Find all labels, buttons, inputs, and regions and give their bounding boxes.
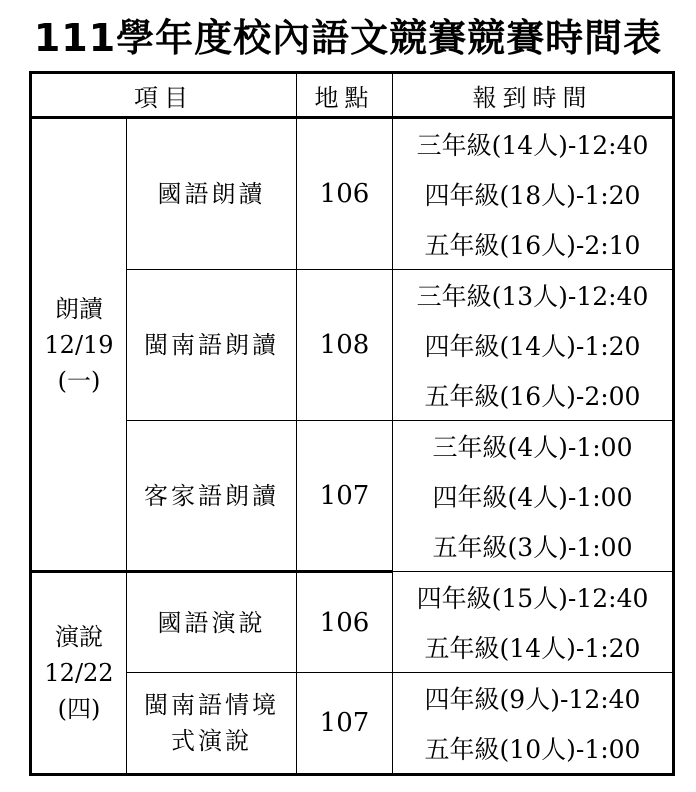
schedule-table [29,71,675,776]
session-cell-reading [31,118,127,572]
competition-name: 閩南語朗讀 [127,270,297,421]
page-title: 111學年度校內語文競賽競賽時間表 [33,16,663,60]
session-name: 朗讀 [55,294,103,323]
table-row [31,270,674,321]
session-cell-speech [31,572,127,775]
competition-room: 107 [297,673,393,775]
table-row [31,421,674,472]
table-row [31,118,674,170]
table-row [31,572,674,623]
report-time: 四年級(9人)-12:40 [393,673,674,724]
competition-name: 國語朗讀 [127,118,297,270]
session-name: 演說 [55,623,103,651]
session-date: 12/19 [44,330,114,359]
report-time: 四年級(15人)-12:40 [393,572,674,623]
session-date: 12/22 [44,659,114,687]
competition-room: 107 [297,421,393,572]
competition-room: 106 [297,118,393,270]
competition-name: 客家語朗讀 [127,421,297,572]
competition-room: 106 [297,572,393,673]
report-time: 三年級(4人)-1:00 [393,421,674,472]
report-time: 五年級(16人)-2:00 [393,370,674,421]
report-time: 四年級(14人)-1:20 [393,320,674,370]
session-weekday: (四) [57,695,101,723]
competition-room: 108 [297,270,393,421]
report-time: 五年級(16人)-2:10 [393,219,674,270]
report-time: 四年級(4人)-1:00 [393,471,674,521]
table-row [31,673,674,724]
header-location: 地點 [297,73,393,118]
report-time: 五年級(14人)-1:20 [393,622,674,673]
header-time: 報到時間 [393,73,674,118]
competition-name: 國語演說 [127,572,297,673]
header-item: 項目 [31,73,297,118]
report-time: 五年級(3人)-1:00 [393,521,674,572]
session-weekday: (一) [57,366,101,395]
report-time: 五年級(10人)-1:00 [393,723,674,775]
competition-name: 閩南語情境 式演說 [127,673,297,775]
header-row [31,73,674,118]
report-time: 三年級(13人)-12:40 [393,270,674,321]
report-time: 三年級(14人)-12:40 [393,118,674,170]
report-time: 四年級(18人)-1:20 [393,169,674,219]
